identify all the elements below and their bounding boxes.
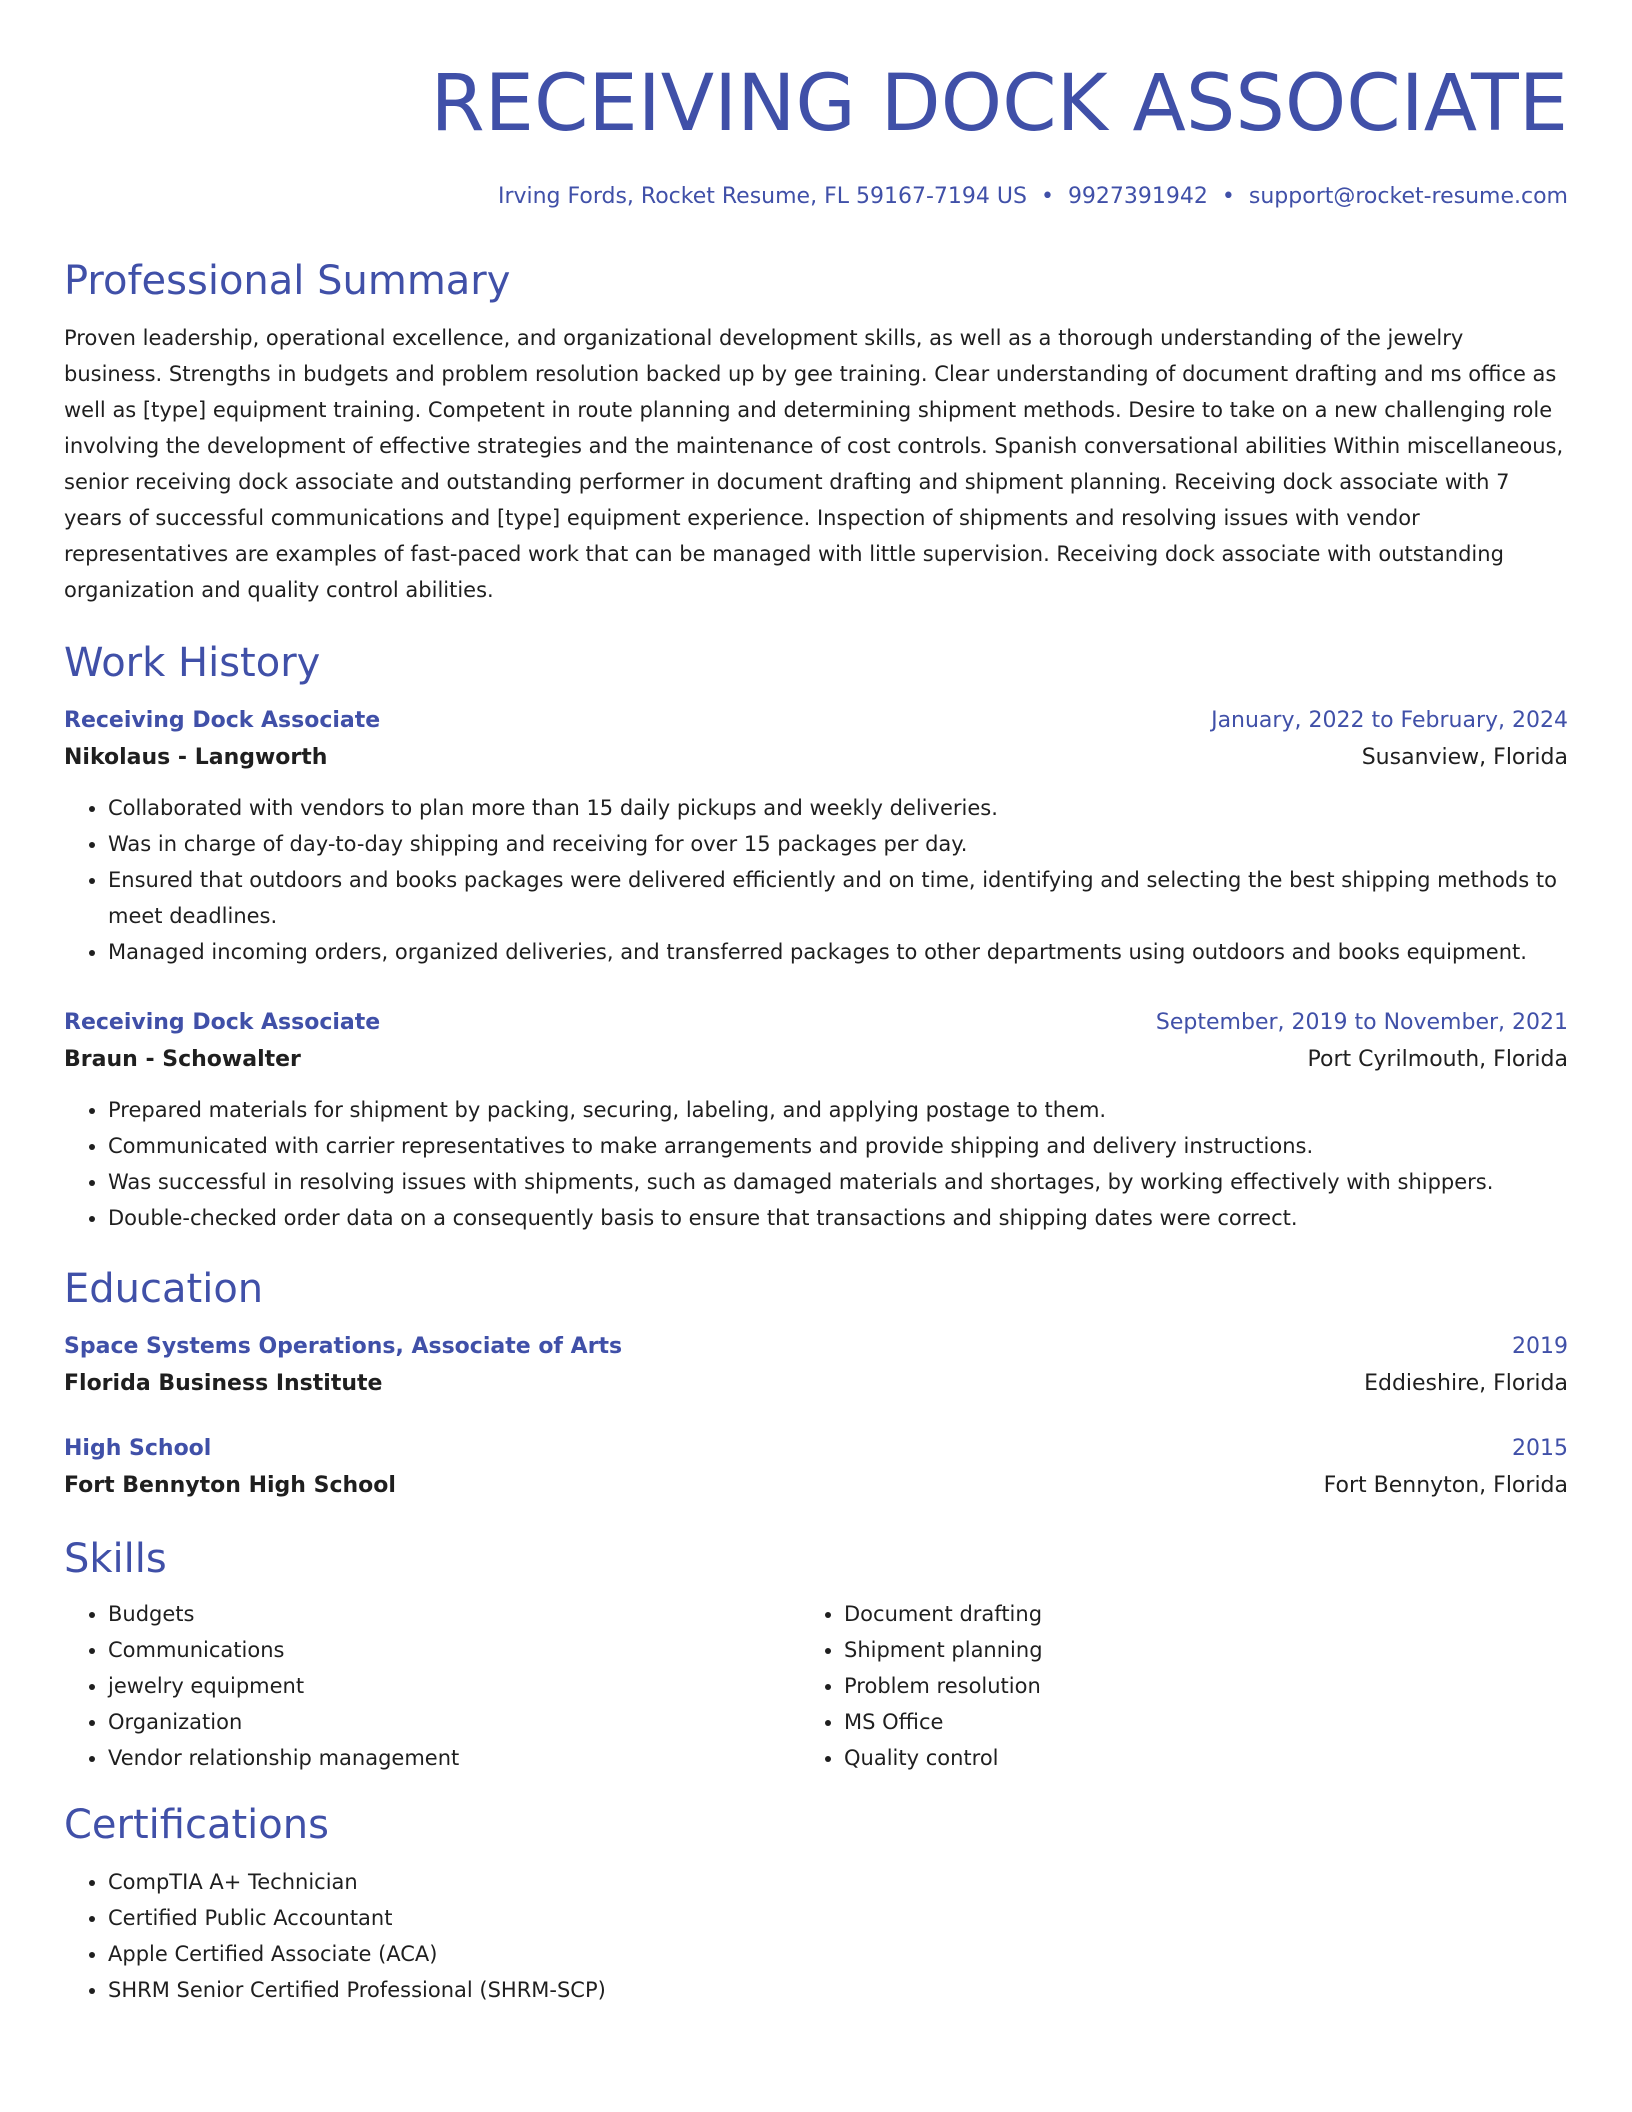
contact-separator: • [1221,184,1235,209]
certification-item: • Certified Public Accountant [108,1900,1568,1936]
contact-phone[interactable]: 9927391942 [1067,184,1208,209]
education-entry-header [64,1432,1568,1466]
summary-text: Proven leadership, operational excellence, and organizational development skills, as well as a thorough understanding of the jewelry business. Strengths in budgets and problem resolution backed up by gee training. Clear understanding of document drafting and ms office as well as [type] equipment training. Competent in route planning and determining shipment methods. Desire to take on a new challenging role involving the development of effective strategies and the maintenance of cost controls. Spanish conversational abilities Within miscellaneous, senior receiving dock associate and outstanding performer in document drafting and shipment planning. Receiving dock associate with 7 years of successful communications and [type] equipment experience. Inspection of shipments and resolving issues with vendor representatives are examples of fast-paced work that can be managed with little supervision. Receiving dock associate with outstanding organization and quality control abilities. [64,326,1564,602]
skills-heading: Skills [64,1536,167,1582]
contact-address: Irving Fords, Rocket Resume, FL 59167-7194 US [497,184,1027,209]
skill-item: • Quality control [844,1740,1536,1776]
education-degree: High School [64,1436,212,1461]
candidate-title: RECEIVING DOCK ASSOCIATE [430,59,1568,149]
job-duty: • Managed incoming orders, organized deliveries, and transferred packages to other departments using outdoors and books equipment. [108,934,1568,970]
education-heading: Education [64,1266,264,1312]
skill-item: • Budgets [108,1596,800,1632]
certifications-list [64,1864,1568,2008]
education-year: 2019 [1512,1334,1568,1359]
job-duty: • Communicated with carrier representatives to make arrangements and provide shipping and delivery instructions. [108,1128,1568,1164]
job-role: Receiving Dock Associate [64,1010,381,1035]
certification-item: • Apple Certified Associate (ACA) [108,1936,1568,1972]
contact-line [64,180,1568,214]
skill-item: • Vendor relationship management [108,1740,800,1776]
job-duties [64,790,1568,970]
contact-email[interactable]: support@rocket-resume.com [1248,184,1568,209]
job-location: Susanview, Florida [1361,745,1568,770]
education-entry-subheader [64,1364,1568,1404]
work-entry [64,1006,1568,1236]
skills-list [800,1596,1536,1776]
contact-separator: • [1040,184,1054,209]
job-company: Nikolaus - Langworth [64,745,328,770]
skills-column-left [64,1596,800,1776]
certification-item: • CompTIA A+ Technician [108,1864,1568,1900]
certification-item: • SHRM Senior Certified Professional (SHRM-SCP) [108,1972,1568,2008]
education-school: Fort Bennyton High School [64,1473,396,1498]
education-school: Florida Business Institute [64,1371,383,1396]
skills-column-right [800,1596,1536,1776]
skill-item: • Document drafting [844,1596,1536,1632]
education-location: Fort Bennyton, Florida [1323,1473,1568,1498]
work-entry-subheader [64,738,1568,778]
work-history-heading: Work History [64,640,321,686]
skill-item: • Problem resolution [844,1668,1536,1704]
education-entry [64,1330,1568,1404]
skills-grid [64,1596,1568,1776]
skill-item: • MS Office [844,1704,1536,1740]
skills-list [64,1596,800,1776]
job-duty: • Was successful in resolving issues with shipments, such as damaged materials and shortages, by working effectively with shippers. [108,1164,1568,1200]
work-entry-header [64,704,1568,738]
education-entry [64,1432,1568,1506]
education-degree: Space Systems Operations, Associate of Arts [64,1334,623,1359]
education-entry-header [64,1330,1568,1364]
work-entry-subheader [64,1040,1568,1080]
skill-item: • Organization [108,1704,800,1740]
job-duty: • Double-checked order data on a consequently basis to ensure that transactions and shipping dates were correct. [108,1200,1568,1236]
skill-item: • Shipment planning [844,1632,1536,1668]
skill-item: • Communications [108,1632,800,1668]
job-duty: • Collaborated with vendors to plan more than 15 daily pickups and weekly deliveries. [108,790,1568,826]
summary-heading: Professional Summary [64,258,511,304]
job-role: Receiving Dock Associate [64,708,381,733]
job-location: Port Cyrilmouth, Florida [1307,1047,1568,1072]
education-location: Eddieshire, Florida [1364,1371,1568,1396]
job-duty: • Ensured that outdoors and books packages were delivered efficiently and on time, identifying and selecting the best shipping methods to meet deadlines. [108,862,1568,934]
job-duty: • Prepared materials for shipment by packing, securing, labeling, and applying postage to them. [108,1092,1568,1128]
skill-item: • jewelry equipment [108,1668,800,1704]
job-company: Braun - Schowalter [64,1047,301,1072]
job-dates: September, 2019 to November, 2021 [1155,1010,1568,1035]
job-dates: January, 2022 to February, 2024 [1211,708,1568,733]
education-year: 2015 [1512,1436,1568,1461]
certifications-heading: Certifications [64,1802,329,1848]
resume-header [64,0,1568,214]
work-entry-header [64,1006,1568,1040]
job-duties [64,1092,1568,1236]
work-entry [64,704,1568,970]
education-entry-subheader [64,1466,1568,1506]
job-duty: • Was in charge of day-to-day shipping and receiving for over 15 packages per day. [108,826,1568,862]
